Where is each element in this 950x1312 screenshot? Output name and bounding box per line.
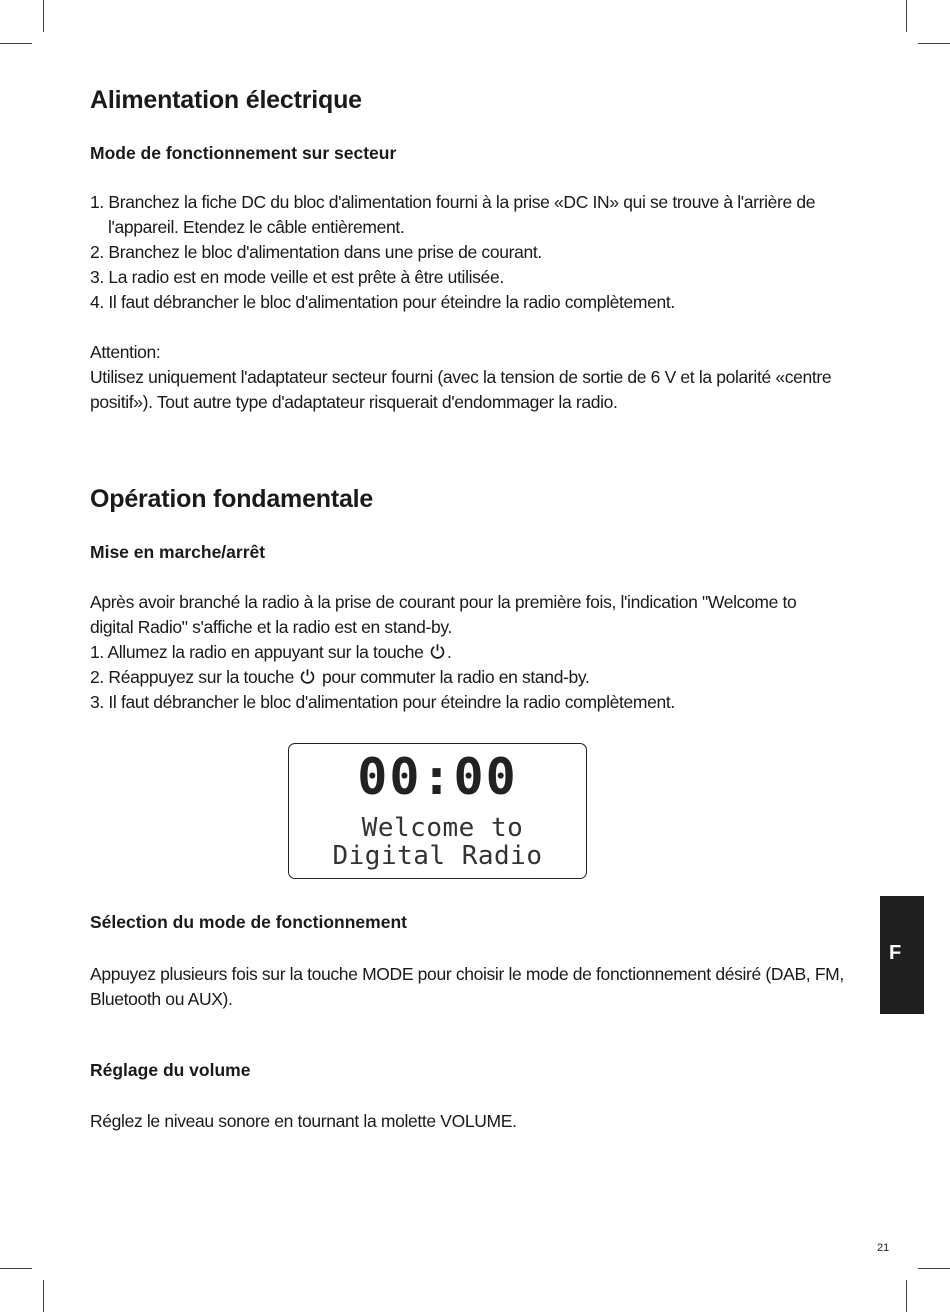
step-line (90, 640, 452, 665)
mode-text: Bluetooth ou AUX). (90, 989, 233, 1009)
language-tab (880, 896, 924, 1014)
section-title-basic-operation: Opération fondamentale (90, 485, 374, 513)
section-title-power: Alimentation électrique (90, 86, 362, 114)
lcd-time: 00:00 (357, 748, 518, 806)
attention-text: Utilisez uniquement l'adaptateur secteur fourni (avec la tension de sortie de 6 V et la polarité «centre (90, 367, 832, 387)
crop-mark (906, 0, 907, 32)
step-line: 2. Branchez le bloc d'alimentation dans une prise de courant. (90, 242, 542, 262)
step-line: 1. Branchez la fiche DC du bloc d'alimentation fourni à la prise «DC IN» qui se trouve à l'arrière de (90, 192, 816, 212)
attention-text: positif»). Tout autre type d'adaptateur risquerait d'endommager la radio. (90, 392, 618, 412)
intro-text: Après avoir branché la radio à la prise de courant pour la première fois, l'indication "Welcome to (90, 592, 797, 612)
step-line: 4. Il faut débrancher le bloc d'alimentation pour éteindre la radio complètement. (90, 292, 675, 312)
language-tab-label: F (889, 942, 902, 964)
intro-text: digital Radio" s'affiche et la radio est en stand-by. (90, 617, 452, 637)
step-line: l'appareil. Etendez le câble entièrement. (108, 217, 405, 237)
step-text: pour commuter la radio en stand-by. (321, 667, 590, 687)
crop-mark (0, 43, 32, 44)
attention-label: Attention: (90, 342, 161, 362)
lcd-line-2: Digital Radio (332, 841, 543, 871)
lcd-line-1: Welcome to (361, 813, 524, 843)
step-line (90, 665, 590, 690)
crop-mark (43, 1280, 44, 1312)
subtitle-volume: Réglage du volume (90, 1060, 251, 1080)
crop-mark (43, 0, 44, 32)
step-line: 3. La radio est en mode veille et est prête à être utilisée. (90, 267, 504, 287)
power-icon (299, 668, 316, 685)
step-text: 2. Réappuyez sur la touche (90, 667, 294, 687)
crop-mark (906, 1280, 907, 1312)
page-number: 21 (877, 1242, 890, 1254)
crop-mark (918, 43, 950, 44)
step-text: . (447, 642, 452, 662)
step-line: 3. Il faut débrancher le bloc d'alimentation pour éteindre la radio complètement. (90, 692, 675, 712)
step-text: 1. Allumez la radio en appuyant sur la touche (90, 642, 424, 662)
mode-text: Appuyez plusieurs fois sur la touche MODE pour choisir le mode de fonctionnement désiré (DAB, FM, (90, 964, 844, 984)
volume-text: Réglez le niveau sonore en tournant la molette VOLUME. (90, 1111, 517, 1131)
subtitle-mode-selection: Sélection du mode de fonctionnement (90, 912, 407, 932)
power-icon (429, 643, 446, 660)
crop-mark (0, 1268, 32, 1269)
subtitle-on-off: Mise en marche/arrêt (90, 542, 266, 562)
subtitle-mains-mode: Mode de fonctionnement sur secteur (90, 143, 397, 163)
crop-mark (918, 1268, 950, 1269)
lcd-display (288, 743, 587, 879)
